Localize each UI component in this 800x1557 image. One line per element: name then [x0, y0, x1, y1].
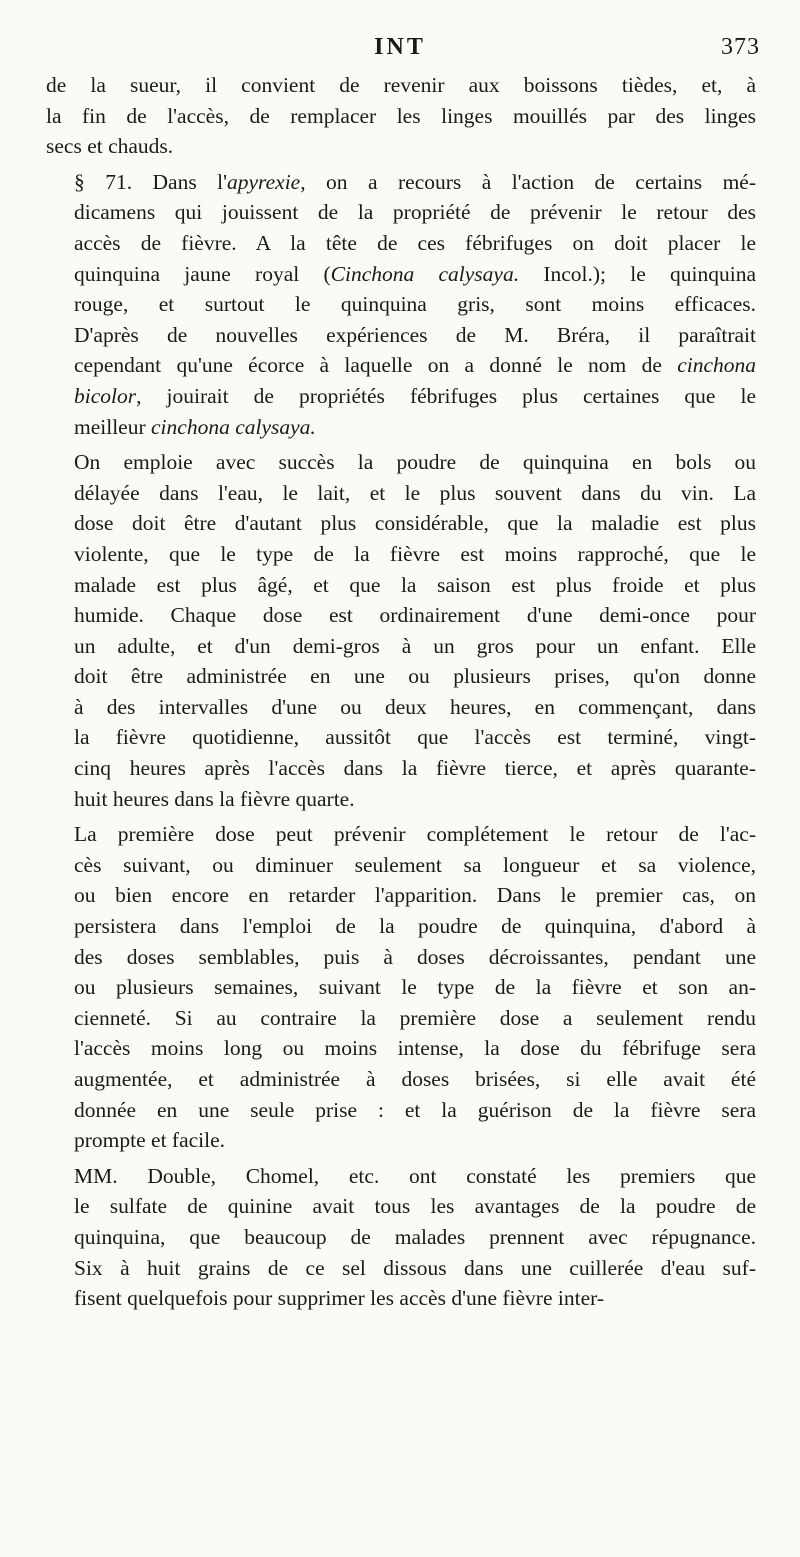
text-line: secs et chauds.: [46, 134, 174, 159]
text-line: cès suivant, ou diminuer seulement sa longueur et sa violence,: [74, 852, 756, 877]
text-line: des doses semblables, puis à doses décroissantes, pendant une: [74, 944, 756, 969]
text-line: cinq heures après l'accès dans la fièvre tierce, et après quarante-: [74, 756, 756, 781]
text-line: cependant qu'une écorce à laquelle on a donné le nom de cinchona: [74, 353, 756, 378]
text-line: délayée dans l'eau, le lait, et le plus souvent dans du vin. La: [74, 480, 756, 505]
text-line: Six à huit grains de ce sel dissous dans une cuillerée d'eau suf-: [74, 1255, 756, 1280]
text-line: doit être administrée en une ou plusieurs prises, qu'on donne: [74, 664, 756, 689]
text-line: fisent quelquefois pour supprimer les accès d'une fièvre inter-: [74, 1286, 605, 1311]
text-line: ou plusieurs semaines, suivant le type de la fièvre et son an-: [74, 975, 756, 1000]
text-line: malade est plus âgé, et que la saison est plus froide et plus: [74, 572, 756, 597]
text-line: humide. Chaque dose est ordinairement d'une demi-once pour: [74, 603, 756, 628]
paragraph-71-apyrexie: [40, 167, 756, 442]
text-line: l'accès moins long ou moins intense, la dose du fébrifuge sera: [74, 1036, 756, 1061]
paragraph-continued: [40, 70, 756, 162]
text-line: ou bien encore en retarder l'apparition. Dans le premier cas, on: [74, 883, 756, 908]
text-line: dose doit être d'autant plus considérable, que la maladie est plus: [74, 511, 756, 536]
page-number: 373: [721, 34, 760, 60]
italic-term: Cinchona calysaya.: [330, 261, 520, 286]
text-line: rouge, et surtout le quinquina gris, sont moins efficaces.: [74, 292, 756, 317]
text-line: donnée en une seule prise : et la guérison de la fièvre sera: [74, 1097, 756, 1122]
text-line: meilleur cinchona calysaya.: [74, 414, 316, 439]
text-line: On emploie avec succès la poudre de quinquina en bols ou: [74, 450, 756, 475]
text-line: § 71. Dans l'apyrexie, on a recours à l'action de certains mé-: [74, 169, 756, 194]
text-line: cienneté. Si au contraire la première dose a seulement rendu: [74, 1005, 756, 1030]
text-line: prompte et facile.: [74, 1128, 226, 1153]
text-line: quinquina, que beaucoup de malades prennent avec répugnance.: [74, 1224, 756, 1249]
paragraph-poudre-quinquina: [40, 447, 756, 814]
text-line: MM. Double, Chomel, etc. ont constaté les premiers que: [74, 1163, 756, 1188]
text-line: le sulfate de quinine avait tous les avantages de la poudre de: [74, 1194, 756, 1219]
text-line: accès de fièvre. A la tête de ces fébrifuges on doit placer le: [74, 230, 756, 255]
text-line: augmentée, et administrée à doses brisées, si elle avait été: [74, 1067, 756, 1091]
text-line: quinquina jaune royal (Cinchona calysaya. Incol.); le quinquina: [74, 261, 756, 286]
text-line: persistera dans l'emploi de la poudre de quinquina, d'abord à: [74, 914, 756, 939]
text-line: de la sueur, il convient de revenir aux boissons tièdes, et, à: [46, 73, 756, 97]
page-header: [40, 34, 760, 68]
text-line: un adulte, et d'un demi-gros à un gros pour un enfant. Elle: [74, 633, 756, 658]
paragraph-sulfate-quinine: [40, 1161, 756, 1314]
page-body: [40, 70, 756, 1319]
italic-term: cinchona: [677, 353, 756, 378]
text-line: La première dose peut prévenir complétement le retour de l'ac-: [74, 822, 756, 847]
text-line: dicamens qui jouissent de la propriété de prévenir le retour des: [74, 200, 756, 225]
text-line: la fièvre quotidienne, aussitôt que l'accès est terminé, vingt-: [74, 725, 756, 750]
italic-term: apyrexie: [227, 169, 301, 194]
text-line: violente, que le type de la fièvre est moins rapproché, que le: [74, 541, 756, 566]
text-line: la fin de l'accès, de remplacer les linges mouillés par des linges: [46, 103, 756, 128]
paragraph-premiere-dose: [40, 819, 756, 1156]
text-line: D'après de nouvelles expériences de M. Bréra, il paraîtrait: [74, 322, 756, 347]
text-line: bicolor, jouirait de propriétés fébrifuges plus certaines que le: [74, 383, 756, 408]
text-line: à des intervalles d'une ou deux heures, en commençant, dans: [74, 694, 756, 719]
running-title: INT: [374, 34, 426, 60]
italic-term: cinchona calysaya.: [151, 414, 316, 439]
italic-term: bicolor: [74, 383, 137, 408]
text-line: huit heures dans la fièvre quarte.: [74, 786, 355, 811]
